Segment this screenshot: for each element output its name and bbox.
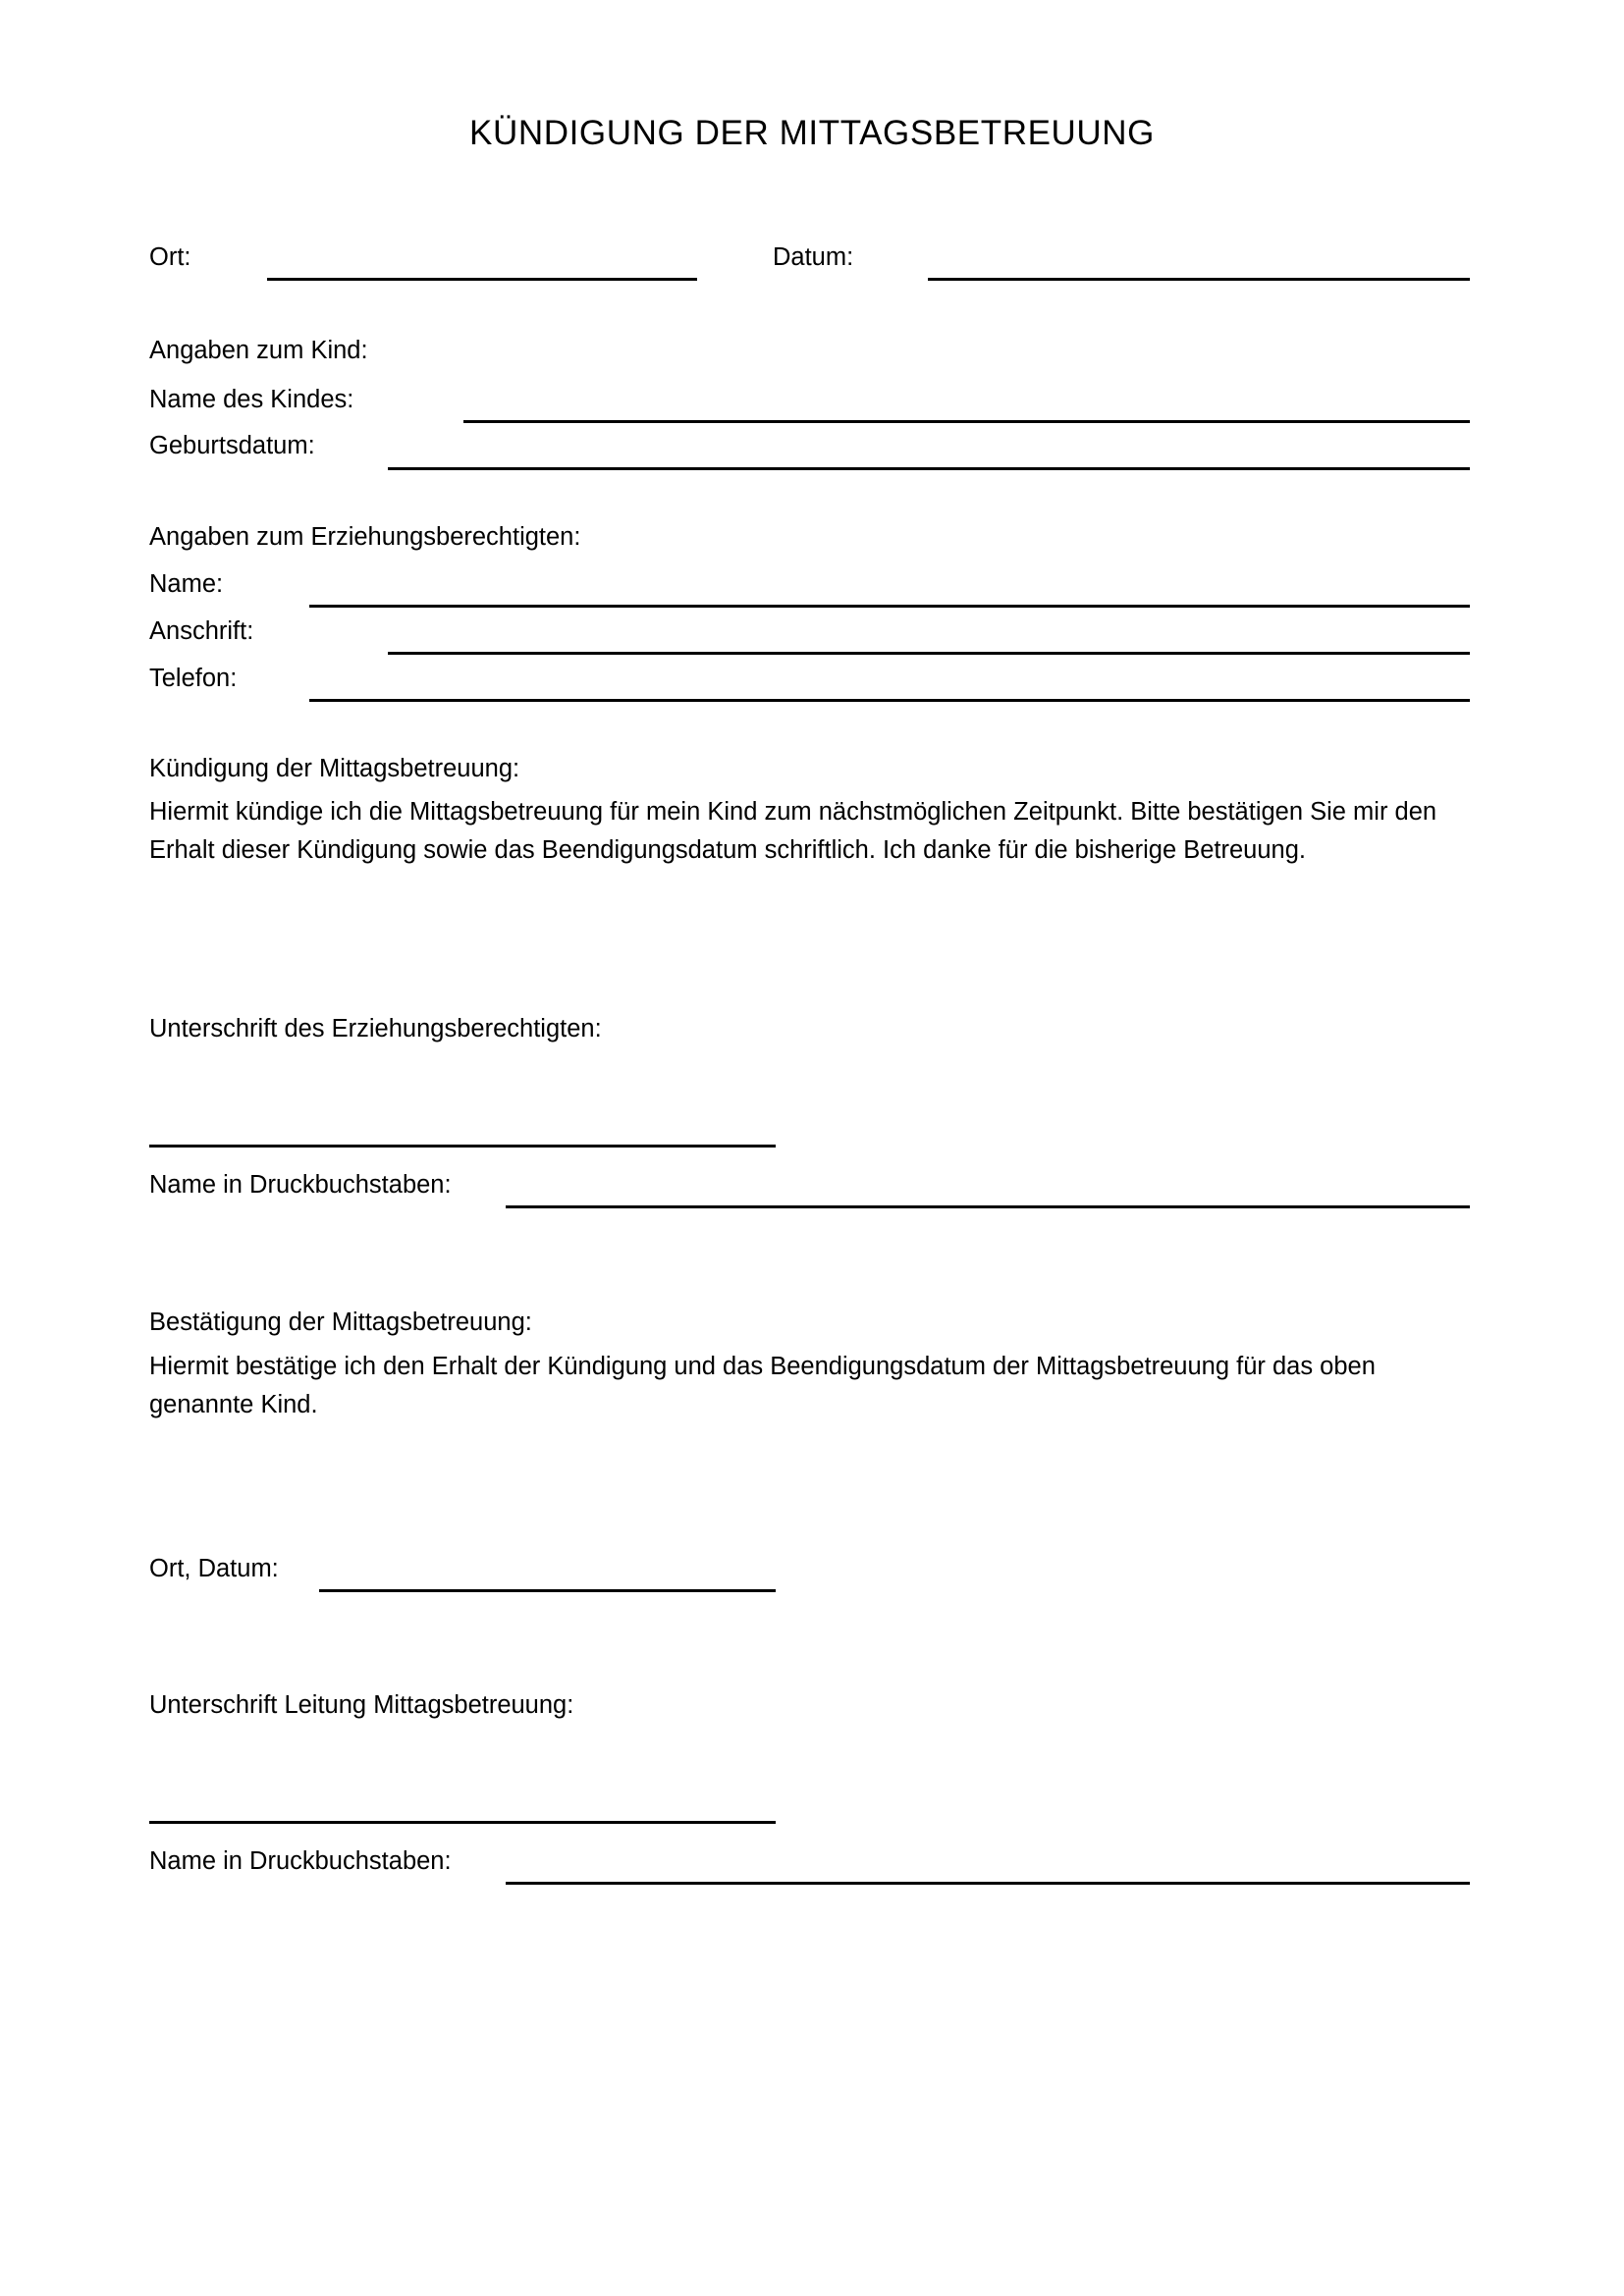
confirmation-section-heading: Bestätigung der Mittagsbetreuung:	[149, 1308, 532, 1336]
datum-input-line[interactable]	[928, 278, 1470, 281]
child-name-input-line[interactable]	[463, 420, 1470, 423]
guardian-name-input-line[interactable]	[309, 605, 1470, 608]
child-birthdate-input-line[interactable]	[388, 467, 1470, 470]
cancellation-section-heading: Kündigung der Mittagsbetreuung:	[149, 755, 520, 782]
guardian-section-heading: Angaben zum Erziehungsberechtigten:	[149, 523, 581, 551]
child-birthdate-label: Geburtsdatum:	[149, 432, 315, 459]
guardian-phone-input-line[interactable]	[309, 699, 1470, 702]
page-title: KÜNDIGUNG DER MITTAGSBETREUUNG	[469, 114, 1155, 152]
confirmation-place-date-line[interactable]	[319, 1589, 776, 1592]
guardian-address-label: Anschrift:	[149, 617, 254, 645]
guardian-address-input-line[interactable]	[388, 652, 1470, 655]
confirmation-body-text	[149, 1348, 1473, 1423]
datum-label: Datum:	[773, 243, 854, 271]
ort-input-line[interactable]	[267, 278, 697, 281]
leadership-printed-name-label: Name in Druckbuchstaben:	[149, 1847, 452, 1875]
confirmation-place-date-label: Ort, Datum:	[149, 1555, 279, 1582]
cancellation-body-text	[149, 793, 1473, 869]
child-name-label: Name des Kindes:	[149, 386, 354, 413]
leadership-signature-label: Unterschrift Leitung Mittagsbetreuung:	[149, 1691, 574, 1719]
cancellation-body-paragraph: Hiermit kündige ich die Mittagsbetreuung für mein Kind zum nächstmöglichen Zeitpunkt. Bitte bestätigen Sie mir den Erhalt dieser Kündigung sowie das Beendigungsdatum schriftlich. Ich danke für die bisherige Betreuung.	[149, 798, 1437, 864]
guardian-signature-line[interactable]	[149, 1145, 776, 1148]
ort-label: Ort:	[149, 243, 191, 271]
child-section-heading: Angaben zum Kind:	[149, 337, 368, 364]
guardian-signature-label: Unterschrift des Erziehungsberechtigten:	[149, 1015, 602, 1042]
guardian-phone-label: Telefon:	[149, 665, 238, 692]
leadership-printed-name-line[interactable]	[506, 1882, 1470, 1885]
confirmation-body-paragraph: Hiermit bestätige ich den Erhalt der Kündigung und das Beendigungsdatum der Mittagsbetreuung für das oben genannte Kind.	[149, 1353, 1376, 1418]
leadership-signature-line[interactable]	[149, 1821, 776, 1824]
guardian-printed-name-label: Name in Druckbuchstaben:	[149, 1171, 452, 1199]
guardian-printed-name-line[interactable]	[506, 1205, 1470, 1208]
guardian-name-label: Name:	[149, 570, 224, 598]
